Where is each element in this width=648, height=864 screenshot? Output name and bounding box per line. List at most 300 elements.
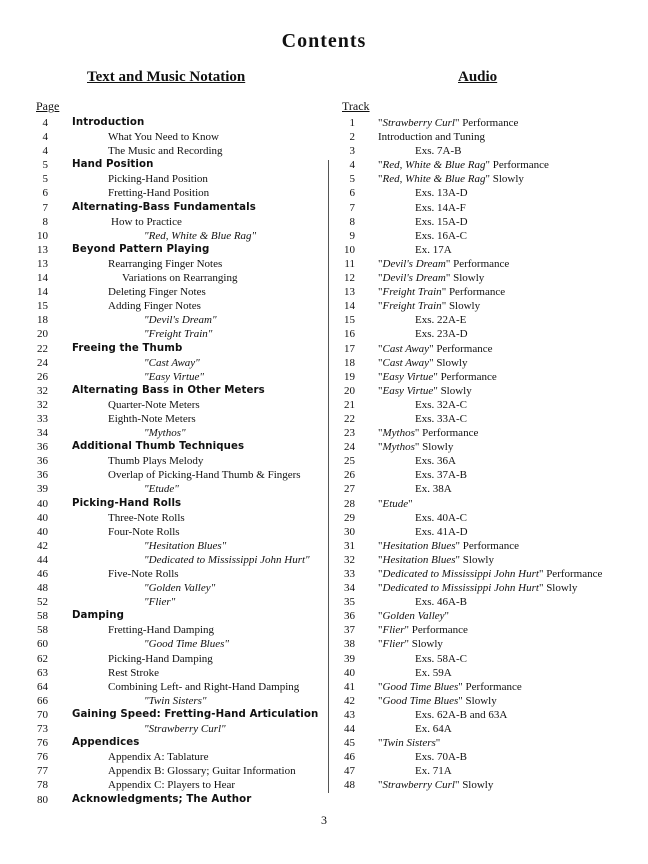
track-description: "Strawberry Curl" Performance xyxy=(378,117,519,129)
page-title: Contents xyxy=(281,30,367,52)
track-number: 35 xyxy=(344,596,355,609)
toc-entry-title: Picking-Hand Damping xyxy=(108,652,213,665)
audio-track xyxy=(330,778,648,792)
track-description: Exs. 36A xyxy=(415,455,456,468)
toc-entry-title: Beyond Pattern Playing xyxy=(72,243,210,255)
toc-entry xyxy=(0,778,320,792)
track-number: 46 xyxy=(344,751,355,764)
track-number: 28 xyxy=(344,497,355,510)
toc-entry-title: Quarter-Note Meters xyxy=(108,398,200,411)
toc-page-number: 66 xyxy=(37,694,48,707)
track-suffix: Slowly xyxy=(433,356,468,369)
toc-entry-title: Eighth-Note Meters xyxy=(108,412,196,425)
track-description: Introduction and Tuning xyxy=(378,131,485,144)
audio-track xyxy=(330,454,648,468)
toc-entry-title: "Freight Train" xyxy=(144,328,213,341)
toc-page-number: 15 xyxy=(37,300,48,313)
audio-track xyxy=(330,708,648,722)
toc-page-number: 40 xyxy=(37,511,48,524)
track-description: Exs. 32A-C xyxy=(415,398,467,411)
toc-page-number: 18 xyxy=(37,314,48,327)
track-number: 9 xyxy=(349,229,355,242)
track-number: 43 xyxy=(344,708,355,721)
song-title: Dedicated to Mississippi John Hurt xyxy=(382,582,539,595)
track-suffix: Slowly xyxy=(437,384,472,397)
toc-entry-title: Adding Finger Notes xyxy=(108,300,201,313)
toc-entry-title: Appendices xyxy=(72,737,140,749)
track-description: Ex. 64A xyxy=(415,723,452,736)
toc-entry-title: "Golden Valley" xyxy=(144,582,216,595)
audio-track xyxy=(330,637,648,651)
audio-track xyxy=(330,652,648,666)
song-title: Cast Away xyxy=(382,356,430,369)
song-title: Good Time Blues xyxy=(382,694,459,707)
toc-page-number: 8 xyxy=(42,215,48,228)
song-title: Strawberry Curl xyxy=(382,779,455,792)
toc-entry-title: Gaining Speed: Fretting-Hand Articulation xyxy=(72,708,319,720)
toc-entry xyxy=(0,567,320,581)
track-description: "Hesitation Blues" Performance xyxy=(378,539,519,552)
audio-track xyxy=(330,764,648,778)
toc-entry xyxy=(0,215,320,229)
audio-track xyxy=(330,497,648,511)
audio-track xyxy=(330,482,648,496)
track-description: Ex. 17A xyxy=(415,243,452,256)
song-title: Easy Virtue xyxy=(382,370,434,383)
track-description: Exs. 16A-C xyxy=(415,229,467,242)
toc-page-number: 10 xyxy=(37,229,48,242)
audio-track xyxy=(330,327,648,341)
song-title: Flier xyxy=(382,638,405,651)
track-description: Exs. 33A-C xyxy=(415,412,467,425)
track-number: 27 xyxy=(344,483,355,496)
toc-entry-title: Thumb Plays Melody xyxy=(108,455,204,468)
song-title: Freight Train xyxy=(382,286,442,299)
track-suffix: Performance xyxy=(433,342,493,355)
track-description: "Good Time Blues" Slowly xyxy=(378,694,497,707)
track-number: 42 xyxy=(344,694,355,707)
track-description: "Strawberry Curl" Slowly xyxy=(378,779,494,792)
track-suffix: Performance xyxy=(409,624,468,637)
audio-track xyxy=(330,468,648,482)
song-title: Strawberry Curl xyxy=(382,117,455,129)
track-description: "Devil's Dream" Slowly xyxy=(378,272,485,285)
track-description: Exs. 15A-D xyxy=(415,215,468,228)
track-description: Exs. 58A-C xyxy=(415,652,467,665)
track-number: 5 xyxy=(349,173,355,186)
track-number: 7 xyxy=(349,201,355,214)
audio-track xyxy=(330,553,648,567)
toc-page-number: 14 xyxy=(37,272,48,285)
toc-entry-title: Fretting-Hand Damping xyxy=(108,624,215,637)
toc-entry-title: Freeing the Thumb xyxy=(72,342,183,354)
toc-entry xyxy=(0,609,320,623)
toc-entry xyxy=(0,384,320,398)
track-number: 24 xyxy=(344,441,355,454)
track-description: Exs. 41A-D xyxy=(415,525,468,538)
toc-page-number: 33 xyxy=(37,412,48,425)
toc-entry xyxy=(0,370,320,384)
toc-entry-title: "Cast Away" xyxy=(144,356,200,369)
track-number: 45 xyxy=(344,737,355,750)
toc-entry-title: Alternating-Bass Fundamentals xyxy=(72,201,256,213)
toc-list xyxy=(0,116,320,807)
toc-page-number: 32 xyxy=(37,398,48,411)
song-title: Hesitation Blues xyxy=(382,553,456,566)
toc-entry xyxy=(0,229,320,243)
toc-page-number: 4 xyxy=(42,145,48,158)
track-number: 2 xyxy=(349,131,355,144)
track-suffix: Performance xyxy=(446,286,506,299)
toc-entry xyxy=(0,553,320,567)
track-suffix: Slowly xyxy=(543,582,578,595)
toc-entry xyxy=(0,186,320,200)
toc-entry xyxy=(0,116,320,130)
track-suffix: Slowly xyxy=(489,173,524,186)
track-number: 10 xyxy=(344,243,355,256)
toc-entry-title: "Strawberry Curl" xyxy=(144,723,226,736)
track-number: 48 xyxy=(344,779,355,792)
toc-entry-title: Hand Position xyxy=(72,159,154,171)
track-suffix: Slowly xyxy=(409,638,443,651)
toc-entry-title: What You Need to Know xyxy=(108,131,219,144)
song-title: Golden Valley xyxy=(382,610,445,623)
toc-page-number: 40 xyxy=(37,497,48,510)
toc-page-number: 26 xyxy=(37,370,48,383)
toc-entry-title: "Devil's Dream" xyxy=(144,314,217,327)
toc-entry-title: Rest Stroke xyxy=(108,666,160,679)
track-number: 13 xyxy=(344,286,355,299)
toc-page-number: 20 xyxy=(37,328,48,341)
toc-page-number: 52 xyxy=(37,596,48,609)
page-column-label: Page xyxy=(36,99,60,113)
toc-entry xyxy=(0,440,320,454)
toc-page-number: 4 xyxy=(42,117,48,129)
toc-entry xyxy=(0,482,320,496)
track-suffix: Slowly xyxy=(460,553,494,566)
track-number: 21 xyxy=(344,398,355,411)
track-description: Exs. 22A-E xyxy=(415,314,467,327)
audio-track-list xyxy=(330,116,648,793)
track-description: "Freight Train" Slowly xyxy=(378,300,481,313)
toc-entry-title: Deleting Finger Notes xyxy=(108,286,206,299)
audio-track xyxy=(330,130,648,144)
audio-track xyxy=(330,257,648,271)
toc-page-number: 73 xyxy=(37,723,48,736)
toc-entry xyxy=(0,595,320,609)
audio-track xyxy=(330,342,648,356)
audio-track xyxy=(330,511,648,525)
toc-entry-title: Picking-Hand Position xyxy=(108,173,208,186)
track-number: 16 xyxy=(344,328,355,341)
toc-page-number: 48 xyxy=(37,582,48,595)
track-number: 38 xyxy=(344,638,355,651)
track-number: 17 xyxy=(344,342,355,355)
song-title: Freight Train xyxy=(382,300,442,313)
toc-entry-title: Alternating Bass in Other Meters xyxy=(72,384,265,396)
toc-page-number: 63 xyxy=(37,666,48,679)
toc-page-number: 76 xyxy=(37,737,48,750)
audio-track xyxy=(330,215,648,229)
song-title: Easy Virtue xyxy=(382,384,434,397)
track-number: 33 xyxy=(344,568,355,580)
track-number: 3 xyxy=(349,145,355,158)
track-description: "Devil's Dream" Performance xyxy=(378,257,510,270)
audio-track xyxy=(330,285,648,299)
toc-page-number: 64 xyxy=(37,680,48,693)
track-number: 41 xyxy=(344,680,355,693)
toc-page-number: 80 xyxy=(37,793,48,806)
track-suffix: Performance xyxy=(543,568,603,580)
toc-entry-title: Rearranging Finger Notes xyxy=(108,257,223,270)
toc-entry xyxy=(0,313,320,327)
audio-track xyxy=(330,271,648,285)
audio-track xyxy=(330,680,648,694)
song-title: Cast Away xyxy=(382,342,430,355)
track-description: "Easy Virtue" Slowly xyxy=(378,384,472,397)
toc-entry xyxy=(0,623,320,637)
toc-entry xyxy=(0,342,320,356)
column-divider xyxy=(328,160,329,793)
audio-track xyxy=(330,144,648,158)
track-description: Exs. 70A-B xyxy=(415,751,467,764)
audio-track xyxy=(330,426,648,440)
toc-page-number: 62 xyxy=(37,652,48,665)
toc-page-number: 7 xyxy=(42,201,48,214)
audio-track xyxy=(330,412,648,426)
track-description: "Etude" xyxy=(378,497,413,510)
toc-entry xyxy=(0,468,320,482)
track-description: Exs. 14A-F xyxy=(415,201,466,214)
toc-entry-title: The Music and Recording xyxy=(108,145,223,158)
audio-track xyxy=(330,313,648,327)
toc-page-number: 13 xyxy=(37,257,48,270)
track-description: Exs. 23A-D xyxy=(415,328,468,341)
track-number: 14 xyxy=(344,300,355,313)
toc-entry xyxy=(0,327,320,341)
audio-track xyxy=(330,398,648,412)
toc-page-number: 44 xyxy=(37,553,48,566)
audio-track xyxy=(330,623,648,637)
track-suffix: Performance xyxy=(450,257,510,270)
toc-entry xyxy=(0,652,320,666)
toc-entry xyxy=(0,539,320,553)
toc-page-number: 5 xyxy=(42,173,48,186)
toc-entry-title: Fretting-Hand Position xyxy=(108,187,210,200)
track-description: "Cast Away" Slowly xyxy=(378,356,468,369)
track-number: 34 xyxy=(344,582,355,595)
track-column-label: Track xyxy=(342,99,370,113)
toc-entry xyxy=(0,130,320,144)
toc-page-number: 36 xyxy=(37,455,48,468)
toc-entry xyxy=(0,257,320,271)
toc-entry-title: Additional Thumb Techniques xyxy=(72,441,245,453)
toc-entry xyxy=(0,511,320,525)
audio-track xyxy=(330,243,648,257)
toc-entry-title: "Twin Sisters" xyxy=(144,694,207,707)
track-number: 39 xyxy=(344,652,355,665)
toc-page-number: 36 xyxy=(37,469,48,482)
toc-entry xyxy=(0,750,320,764)
track-description: "Red, White & Blue Rag" Performance xyxy=(378,159,549,172)
track-description: "Dedicated to Mississippi John Hurt" Slowly xyxy=(378,582,578,595)
toc-page-number: 42 xyxy=(37,539,48,552)
toc-entry xyxy=(0,525,320,539)
audio-track xyxy=(330,384,648,398)
audio-track xyxy=(330,609,648,623)
track-description: Exs. 62A-B and 63A xyxy=(415,708,508,721)
toc-entry-title: Appendix A: Tablature xyxy=(108,751,209,764)
toc-entry xyxy=(0,694,320,708)
toc-page-number: 5 xyxy=(42,159,48,172)
audio-track xyxy=(330,356,648,370)
track-number: 4 xyxy=(349,159,355,172)
track-description: "Good Time Blues" Performance xyxy=(378,680,522,693)
toc-entry xyxy=(0,454,320,468)
toc-entry xyxy=(0,497,320,511)
track-number: 8 xyxy=(349,215,355,228)
toc-entry-title: "Good Time Blues" xyxy=(144,638,230,651)
track-number: 47 xyxy=(344,765,355,778)
song-title: Mythos xyxy=(382,441,415,454)
audio-track xyxy=(330,158,648,172)
toc-page-number: 77 xyxy=(37,765,48,778)
toc-page-number: 39 xyxy=(37,483,48,496)
toc-page-number: 6 xyxy=(42,187,48,200)
toc-page-number: 24 xyxy=(37,356,48,369)
audio-track xyxy=(330,750,648,764)
audio-track xyxy=(330,172,648,186)
toc-entry xyxy=(0,793,320,807)
track-suffix: Performance xyxy=(437,370,497,383)
track-description: "Golden Valley" xyxy=(378,610,450,623)
audio-track xyxy=(330,525,648,539)
toc-entry-title: "Etude" xyxy=(144,483,179,496)
audio-track xyxy=(330,666,648,680)
toc-entry xyxy=(0,426,320,440)
track-number: 36 xyxy=(344,610,355,623)
audio-track xyxy=(330,694,648,708)
toc-entry-title: Damping xyxy=(72,610,124,622)
toc-entry-title: "Mythos" xyxy=(144,427,186,440)
song-title: Devil's Dream xyxy=(382,257,446,270)
track-number: 40 xyxy=(344,666,355,679)
track-number: 29 xyxy=(344,511,355,524)
toc-entry xyxy=(0,581,320,595)
audio-track xyxy=(330,440,648,454)
toc-page-number: 13 xyxy=(37,243,48,256)
track-description: "Easy Virtue" Performance xyxy=(378,370,497,383)
track-description: Ex. 59A xyxy=(415,666,452,679)
track-number: 19 xyxy=(344,370,355,383)
toc-entry-title: Variations on Rearranging xyxy=(122,272,238,285)
song-title: Red, White & Blue Rag xyxy=(382,159,486,172)
song-title: Etude xyxy=(382,497,409,510)
toc-entry-title: Introduction xyxy=(72,117,145,128)
track-description: "Mythos" Performance xyxy=(378,427,479,440)
toc-entry-title: Three-Note Rolls xyxy=(108,511,185,524)
toc-entry xyxy=(0,243,320,257)
toc-page-number: 40 xyxy=(37,525,48,538)
toc-entry-title: "Flier" xyxy=(144,596,176,609)
track-number: 1 xyxy=(349,117,355,129)
toc-entry-title: "Dedicated to Mississippi John Hurt" xyxy=(144,553,310,566)
song-title: Good Time Blues xyxy=(382,680,459,693)
toc-entry xyxy=(0,680,320,694)
track-suffix: Performance xyxy=(460,539,519,552)
text-notation-heading: Text and Music Notation xyxy=(87,69,246,85)
toc-page-number: 46 xyxy=(37,568,48,580)
track-suffix: Slowly xyxy=(450,272,485,285)
audio-heading: Audio xyxy=(458,69,498,85)
track-number: 44 xyxy=(344,723,355,736)
toc-entry xyxy=(0,144,320,158)
track-number: 12 xyxy=(344,272,355,285)
page-number: 3 xyxy=(321,813,327,827)
track-description: "Cast Away" Performance xyxy=(378,342,493,355)
track-description: "Hesitation Blues" Slowly xyxy=(378,553,494,566)
audio-track xyxy=(330,567,648,581)
song-title: Dedicated to Mississippi John Hurt xyxy=(382,568,539,580)
toc-page-number: 58 xyxy=(37,624,48,637)
audio-track xyxy=(330,736,648,750)
toc-entry xyxy=(0,158,320,172)
track-number: 25 xyxy=(344,455,355,468)
toc-entry-title: Picking-Hand Rolls xyxy=(72,497,182,509)
toc-entry xyxy=(0,637,320,651)
track-number: 23 xyxy=(344,427,355,440)
toc-entry-title: Four-Note Rolls xyxy=(108,525,180,538)
song-title: Flier xyxy=(382,624,405,637)
song-title: Red, White & Blue Rag xyxy=(382,173,486,186)
toc-page-number: 34 xyxy=(37,427,48,440)
track-description: "Twin Sisters" xyxy=(378,737,441,750)
track-description: "Flier" Slowly xyxy=(378,638,443,651)
track-description: Exs. 7A-B xyxy=(415,145,462,158)
toc-entry-title: Appendix B: Glossary; Guitar Information xyxy=(108,765,296,778)
song-title: Devil's Dream xyxy=(382,272,446,285)
track-number: 6 xyxy=(349,187,355,200)
toc-entry xyxy=(0,666,320,680)
track-description: "Flier" Performance xyxy=(378,624,468,637)
toc-page-number: 32 xyxy=(37,384,48,397)
toc-entry xyxy=(0,271,320,285)
track-number: 26 xyxy=(344,469,355,482)
track-suffix: Slowly xyxy=(446,300,481,313)
toc-entry-title: "Easy Virtue" xyxy=(144,370,205,383)
toc-page-number: 78 xyxy=(37,779,48,792)
toc-page-number: 36 xyxy=(37,441,48,454)
toc-entry-title: Acknowledgments; The Author xyxy=(72,793,252,805)
audio-track xyxy=(330,299,648,313)
song-title: Twin Sisters xyxy=(382,737,436,750)
track-number: 18 xyxy=(344,356,355,369)
track-number: 15 xyxy=(344,314,355,327)
toc-entry-title: Overlap of Picking-Hand Thumb & Fingers xyxy=(108,469,301,482)
track-suffix: Performance xyxy=(419,427,479,440)
toc-page-number: 58 xyxy=(37,610,48,623)
track-description: "Freight Train" Performance xyxy=(378,286,506,299)
toc-entry xyxy=(0,356,320,370)
track-suffix: Slowly xyxy=(462,694,497,707)
toc-page-number: 70 xyxy=(37,708,48,721)
audio-track xyxy=(330,370,648,384)
track-suffix: Slowly xyxy=(459,779,494,792)
toc-page-number: 76 xyxy=(37,751,48,764)
audio-track xyxy=(330,201,648,215)
song-title: Hesitation Blues xyxy=(382,539,456,552)
toc-entry xyxy=(0,736,320,750)
